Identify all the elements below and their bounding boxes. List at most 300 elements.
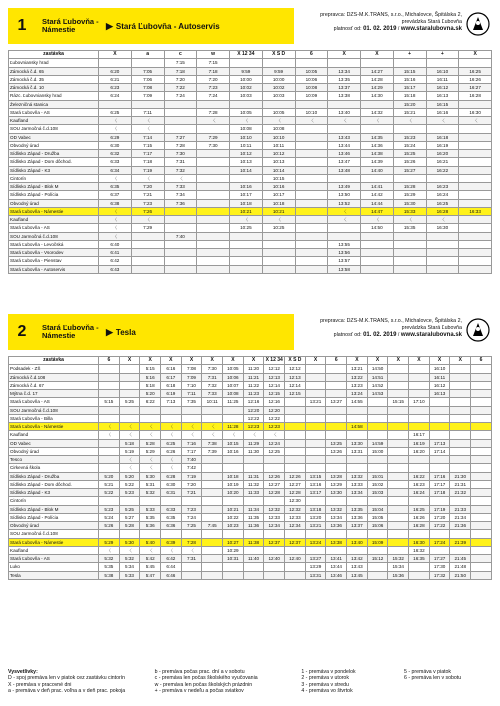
departure-time [347,414,368,422]
departure-time: 13:56 [328,249,361,257]
departure-time: 13:27 [305,555,326,563]
column-header-trip: X 12 34 [230,51,263,59]
departure-time: 5:18 [119,439,140,447]
departure-time [393,249,426,257]
departure-time: 5:33 [119,571,140,579]
departure-time [295,59,328,67]
departure-time: 〈 [119,431,140,439]
departure-time: 15:34 [388,563,409,571]
departure-time: 〈 [131,117,164,125]
departure-time: 7:18 [164,67,197,75]
departure-time: 15:25 [393,150,426,158]
departure-time [131,59,164,67]
departure-time [429,398,450,406]
departure-time [426,265,459,273]
departure-time: 16:12 [426,84,459,92]
departure-time [459,249,492,257]
validity-date: 01. 02. 2019 [363,332,397,338]
departure-time: 7:11 [131,108,164,116]
departure-time [471,431,492,439]
departure-time: 7:33 [164,183,197,191]
departure-time: 13:55 [328,240,361,248]
departure-time [131,232,164,240]
departure-time: 10:13 [230,158,263,166]
departure-time: 6:35 [99,183,132,191]
departure-time [328,100,361,108]
departure-time: 15:21 [393,108,426,116]
departure-time: 13:21 [347,365,368,373]
departure-time: 6:34 [99,166,132,174]
departure-time [223,456,244,464]
departure-time: 16:24 [426,191,459,199]
departure-time: 7:45 [202,522,223,530]
departure-time: 7:33 [202,390,223,398]
departure-time: 10:00 [230,75,263,83]
stop-name: Sídlisko Západ - Polícia [9,513,99,521]
departure-time [285,431,306,439]
departure-time [328,174,361,182]
departure-time: 17:27 [429,555,450,563]
departure-time [197,240,230,248]
departure-time: 16:32 [409,546,430,554]
stop-name: Sídlisko Západ - Blok M [9,505,99,513]
legend-item: 4 - premáva vo štvrtok [301,687,353,694]
stop-name: SOU Jarmočná č.d.108 [9,232,99,240]
departure-time: 7:09 [131,92,164,100]
departure-time: 〈 [328,216,361,224]
column-header-trip: + [393,51,426,59]
departure-time [285,546,306,554]
departure-time: 10:05 [295,67,328,75]
departure-time: 13:26 [326,447,347,455]
column-header-trip: 6 [295,51,328,59]
departure-time: 16:22 [426,166,459,174]
departure-time: 21:30 [450,472,471,480]
departure-time: 16:17 [409,431,430,439]
departure-time [361,125,394,133]
legend-item: c - premáva len počas školského vyučovania [154,675,258,682]
departure-time: 13:21 [305,398,326,406]
departure-time: 15:04 [367,505,388,513]
departure-time: 5:20 [119,472,140,480]
departure-time [388,489,409,497]
departure-time [393,265,426,273]
departure-time: 16:25 [459,67,492,75]
stop-name: Stará Ľubovňa - Vsorodev [9,249,99,257]
route-origin: Stará Ľubovňa - Námestie [42,323,99,340]
departure-time: 7:20 [164,75,197,83]
departure-time: 10:31 [223,555,244,563]
departure-time: 16:16 [426,108,459,116]
table-row [9,216,492,224]
departure-time: 13:50 [328,191,361,199]
stop-name: Stará Ľubovňa - AS [9,224,99,232]
table-row [9,150,492,158]
column-header-trip: X [99,51,132,59]
departure-time [305,414,326,422]
departure-time: 〈 [361,216,394,224]
departure-time [202,456,223,464]
departure-time: 7:10 [181,381,202,389]
stop-name: Ľubovniansky hrad [9,59,99,67]
departure-time: 7:20 [197,75,230,83]
departure-time [393,232,426,240]
departure-time: 14:29 [361,84,394,92]
stop-name: Cintorín [9,174,99,182]
departure-time: 12:32 [264,505,285,513]
departure-time [471,505,492,513]
departure-time: 15:05 [367,513,388,521]
departure-time: 10:20 [223,489,244,497]
departure-time [262,257,295,265]
departure-time: 7:28 [197,108,230,116]
departure-time [429,497,450,505]
table-row [9,431,492,439]
departure-time: 〈 [361,117,394,125]
departure-time [119,530,140,538]
departure-time [223,530,244,538]
departure-time: 6:41 [99,249,132,257]
departure-time: 7:40 [164,232,197,240]
departure-time: 7:31 [181,555,202,563]
departure-time [471,365,492,373]
departure-time: 〈 [99,216,132,224]
departure-time: 10:02 [262,84,295,92]
departure-time [459,174,492,182]
departure-time: 16:28 [426,207,459,215]
route-1-panel [8,8,492,274]
departure-time [393,240,426,248]
departure-time [161,497,182,505]
departure-time [409,464,430,472]
departure-time [197,216,230,224]
column-header-trip: 6 [326,357,347,365]
stop-name: Sídlisko Západ - Družba [9,472,99,480]
departure-time: 11:35 [243,513,264,521]
column-header-trip: X [459,51,492,59]
departure-time: 12:40 [264,555,285,563]
departure-time [429,464,450,472]
departure-time: 15:17 [393,84,426,92]
departure-time: 21:39 [450,538,471,546]
departure-time: 7:24 [197,92,230,100]
website-link[interactable]: www.staralubovna.sk [400,332,462,338]
departure-time: 12:20 [243,406,264,414]
departure-time [202,406,223,414]
departure-time [262,59,295,67]
departure-time: 〈 [99,546,120,554]
departure-time: 13:28 [326,472,347,480]
table-row [9,108,492,116]
departure-time [181,406,202,414]
departure-time [243,546,264,554]
departure-time [202,414,223,422]
departure-time: 10:14 [262,166,295,174]
departure-time: 7:31 [202,373,223,381]
departure-time [361,232,394,240]
departure-time [361,59,394,67]
stop-name: Zámocká č.d. 35 [9,75,99,83]
departure-time: 5:26 [99,522,120,530]
departure-time [295,183,328,191]
departure-time: 14:40 [361,166,394,174]
departure-time [326,431,347,439]
departure-time: 10:03 [262,92,295,100]
departure-time: 7:09 [181,373,202,381]
column-header-trip: X [361,51,394,59]
departure-time [388,390,409,398]
departure-time [285,447,306,455]
departure-time [181,530,202,538]
departure-time [326,423,347,431]
departure-time: 13:49 [328,183,361,191]
departure-time: 6:42 [161,555,182,563]
departure-time: 15:20 [393,100,426,108]
departure-time: 13:40 [347,538,368,546]
departure-time: 〈 [202,431,223,439]
departure-time: 14:52 [367,381,388,389]
departure-time [164,224,197,232]
departure-time [388,480,409,488]
departure-time [471,447,492,455]
departure-time: 〈 [459,117,492,125]
departure-time [295,240,328,248]
departure-time: 12:23 [264,423,285,431]
departure-time: 10:10 [262,133,295,141]
departure-time: 13:23 [347,381,368,389]
departure-time: 5:22 [99,489,120,497]
departure-time: 13:29 [305,563,326,571]
departure-time: 12:24 [264,439,285,447]
table-row [9,505,492,513]
departure-time: 14:42 [361,191,394,199]
departure-time [197,232,230,240]
departure-time: 5:35 [140,513,161,521]
departure-time: 13:42 [347,555,368,563]
departure-time: 7:21 [181,489,202,497]
departure-time: 6:31 [161,489,182,497]
departure-time: 5:23 [99,505,120,513]
departure-time: 12:40 [285,555,306,563]
departure-time: 10:11 [230,141,263,149]
departure-time: 14:44 [361,199,394,207]
departure-time: 〈 [131,125,164,133]
departure-time: 13:30 [326,489,347,497]
departure-time [326,464,347,472]
departure-time: 11:32 [243,480,264,488]
departure-time [388,522,409,530]
table-row [9,59,492,67]
departure-time: 〈 [223,431,244,439]
departure-time: 14:55 [347,398,368,406]
table-row [9,497,492,505]
departure-time [450,406,471,414]
departure-time [197,100,230,108]
departure-time [409,390,430,398]
departure-time: 12:37 [264,538,285,546]
table-row [9,522,492,530]
departure-time: 〈 [119,456,140,464]
departure-time: 16:20 [409,447,430,455]
departure-time: 〈 [131,216,164,224]
legend-item: 3 - premáva v stredu [301,681,349,688]
legend-item: 5 - premáva v piatok [404,669,452,675]
validity-label: platnosť od: [333,26,362,32]
departure-time: 10:17 [262,191,295,199]
departure-time [459,100,492,108]
departure-time [161,530,182,538]
departure-time [459,224,492,232]
departure-time [164,249,197,257]
departure-time: 16:19 [409,439,430,447]
departure-time [140,414,161,422]
table-row [9,480,492,488]
departure-time: 15:23 [393,133,426,141]
departure-time [295,232,328,240]
stop-name: Stará Ľubovňa - Levočská [9,240,99,248]
departure-time [471,414,492,422]
departure-time: 16:19 [426,141,459,149]
departure-time: 6:21 [99,75,132,83]
departure-time [426,125,459,133]
stop-name: OD Vabec [9,439,99,447]
departure-time: 5:20 [140,390,161,398]
departure-time [295,249,328,257]
departure-time [285,414,306,422]
departure-time [197,150,230,158]
departure-time: 7:23 [131,199,164,207]
departure-time [305,439,326,447]
departure-time [471,406,492,414]
departure-time: 13:31 [347,447,368,455]
departure-time [285,530,306,538]
departure-time [164,265,197,273]
departure-time: 7:36 [164,199,197,207]
website-link[interactable]: www.staralubovna.sk [400,26,462,32]
column-header-trip: a [131,51,164,59]
departure-time: 5:33 [140,505,161,513]
departure-time: 13:24 [347,390,368,398]
departure-time [99,390,120,398]
departure-time [197,249,230,257]
legend-item: 1 - premáva v pondelok [301,669,356,675]
departure-time: 17:19 [429,505,450,513]
departure-time: 12:12 [285,365,306,373]
departure-time [459,150,492,158]
departure-time: 6:26 [161,447,182,455]
departure-time [361,249,394,257]
departure-time: 12:14 [264,381,285,389]
departure-time: 15:01 [367,472,388,480]
table-row [9,456,492,464]
departure-time: 10:05 [223,365,244,373]
route-2-panel [8,314,492,580]
departure-time: 10:02 [230,84,263,92]
departure-time: 15:27 [393,166,426,174]
departure-time: 7:35 [181,398,202,406]
departure-time [197,174,230,182]
departure-time: 5:15 [99,398,120,406]
departure-time: 7:24 [181,513,202,521]
departure-time: 16:10 [429,365,450,373]
departure-time: 16:13 [429,390,450,398]
departure-time [361,100,394,108]
departure-time: 〈 [328,117,361,125]
departure-time: 10:21 [230,207,263,215]
departure-time [471,513,492,521]
stop-name: SOU Jarmočná č.d.108 [9,530,99,538]
stop-name: Sídlisko Západ - K3 [9,166,99,174]
departure-time: 6:16 [161,365,182,373]
departure-time [295,166,328,174]
stop-name: Sídlisko Západ - Polícia [9,191,99,199]
stop-name: Cirkevná škola [9,464,99,472]
departure-time: 15:09 [367,538,388,546]
route-number: 1 [8,8,36,44]
stop-name: Kaufland [9,431,99,439]
legend-item: a - premáva v deň prac. voľna a v deň prac. pokoja [8,687,126,694]
departure-time [164,240,197,248]
departure-time: 5:36 [140,522,161,530]
departure-time [181,571,202,579]
departure-time: 6:39 [161,538,182,546]
departure-time: 7:13 [161,398,182,406]
departure-time: 16:11 [429,373,450,381]
departure-time: 7:24 [164,92,197,100]
departure-time: 14:35 [361,133,394,141]
departure-time: 12:22 [264,414,285,422]
departure-time [262,240,295,248]
column-header-trip: X S D [262,51,295,59]
departure-time: 15:15 [393,67,426,75]
departure-time: 5:29 [140,447,161,455]
table-row [9,365,492,373]
departure-time: 10:21 [223,505,244,513]
legend-item: D - spoj premáva len v piatok cez zastávku cintorín [8,675,126,682]
departure-time [367,431,388,439]
departure-time: 10:18 [230,199,263,207]
departure-time [328,232,361,240]
table-row [9,555,492,563]
departure-time: 〈 [243,431,264,439]
table-row [9,472,492,480]
departure-time: 14:58 [347,423,368,431]
departure-time: 17:30 [429,563,450,571]
departure-time [285,406,306,414]
departure-time [197,207,230,215]
departure-time [285,456,306,464]
departure-time [409,414,430,422]
table-row [9,224,492,232]
departure-time: 13:21 [305,522,326,530]
departure-time: 13:44 [328,141,361,149]
departure-time [140,497,161,505]
departure-time: 16:26 [459,75,492,83]
legend-col-4 [404,669,492,694]
departure-time: 13:33 [347,480,368,488]
departure-time [328,59,361,67]
departure-time: 15:28 [393,183,426,191]
table-row [9,406,492,414]
departure-time: 5:32 [99,555,120,563]
departure-time: 〈 [426,117,459,125]
departure-time: 6:44 [161,563,182,571]
departure-time [326,414,347,422]
departure-time [471,464,492,472]
departure-time [131,257,164,265]
departure-time [295,265,328,273]
table-row [9,398,492,406]
